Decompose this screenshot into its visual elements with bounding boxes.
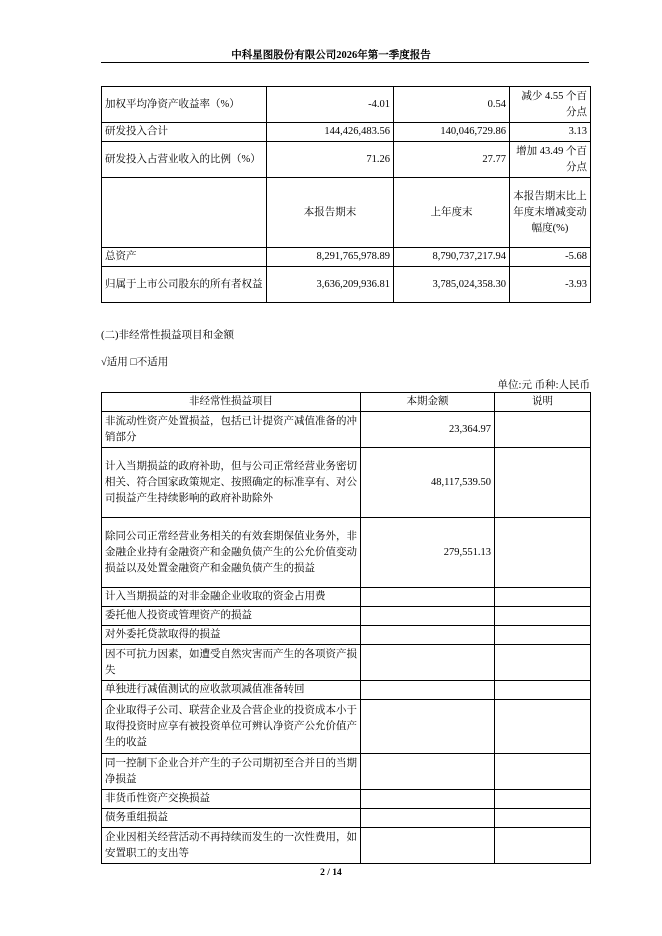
amount-value (361, 700, 495, 754)
note-value (495, 809, 591, 828)
table-subheader-row (102, 178, 591, 248)
table-row (102, 645, 591, 681)
unit-currency-note: 单位:元 币种:人民币 (497, 380, 590, 391)
note-value (495, 754, 591, 790)
table-row (102, 142, 591, 178)
change-value: -3.93 (510, 267, 591, 303)
item-label: 除同公司正常经营业务相关的有效套期保值业务外，非金融企业持有金融资产和金融负债产生的公允价值变动损益以及处置金融资产和金融负债产生的损益 (102, 518, 361, 588)
table-row (102, 754, 591, 790)
item-label: 非货币性资产交换损益 (102, 790, 361, 809)
table-row (102, 248, 591, 267)
table-row (102, 267, 591, 303)
column-header-prior: 上年度末 (394, 178, 510, 248)
table-row (102, 790, 591, 809)
table-row (102, 700, 591, 754)
note-value (495, 828, 591, 864)
column-header-note: 说明 (495, 393, 591, 412)
non-recurring-items-table (101, 392, 591, 864)
change-value: 增加 43.49 个百分点 (510, 142, 591, 178)
table-header-row (102, 393, 591, 412)
header-divider (101, 62, 589, 63)
prior-value: 0.54 (394, 87, 510, 123)
current-value: 144,426,483.56 (267, 123, 394, 142)
amount-value (361, 681, 495, 700)
amount-value (361, 809, 495, 828)
item-label: 计入当期损益的对非金融企业收取的资金占用费 (102, 588, 361, 607)
change-value: 减少 4.55 个百分点 (510, 87, 591, 123)
item-label: 单独进行减值测试的应收款项减值准备转回 (102, 681, 361, 700)
current-value: 3,636,209,936.81 (267, 267, 394, 303)
column-header-item: 非经常性损益项目 (102, 393, 361, 412)
table-row (102, 809, 591, 828)
note-value (495, 645, 591, 681)
prior-value: 140,046,729.86 (394, 123, 510, 142)
table-row (102, 412, 591, 448)
note-value (495, 607, 591, 626)
amount-value: 23,364.97 (361, 412, 495, 448)
change-value: -5.68 (510, 248, 591, 267)
table-row (102, 87, 591, 123)
column-header-amount: 本期金额 (361, 393, 495, 412)
table-row (102, 448, 591, 518)
report-header-title: 中科星图股份有限公司2026年第一季度报告 (231, 50, 431, 61)
item-label: 对外委托贷款取得的损益 (102, 626, 361, 645)
table-row (102, 588, 591, 607)
amount-value (361, 754, 495, 790)
amount-value (361, 607, 495, 626)
note-value (495, 626, 591, 645)
item-label: 计入当期损益的政府补助，但与公司正常经营业务密切相关、符合国家政策规定、按照确定的标准享有、对公司损益产生持续影响的政府补助除外 (102, 448, 361, 518)
amount-value (361, 645, 495, 681)
column-header-change: 本报告期末比上年度末增减变动幅度(%) (510, 178, 591, 248)
item-label: 企业因相关经营活动不再持续而发生的一次性费用，如安置职工的支出等 (102, 828, 361, 864)
prior-value: 8,790,737,217.94 (394, 248, 510, 267)
table-row (102, 518, 591, 588)
note-value (495, 412, 591, 448)
amount-value (361, 790, 495, 809)
table-row (102, 681, 591, 700)
amount-value (361, 626, 495, 645)
empty-cell (102, 178, 267, 248)
note-value (495, 518, 591, 588)
item-label: 委托他人投资或管理资产的损益 (102, 607, 361, 626)
row-label: 加权平均净资产收益率（%） (102, 87, 267, 123)
change-value: 3.13 (510, 123, 591, 142)
applicable-checkbox-line: √适用 □不适用 (101, 357, 169, 368)
page-number: 2 / 14 (320, 868, 342, 878)
table-row (102, 123, 591, 142)
current-value: 8,291,765,978.89 (267, 248, 394, 267)
item-label: 非流动性资产处置损益，包括已计提资产减值准备的冲销部分 (102, 412, 361, 448)
prior-value: 27.77 (394, 142, 510, 178)
item-label: 债务重组损益 (102, 809, 361, 828)
amount-value (361, 588, 495, 607)
current-value: -4.01 (267, 87, 394, 123)
row-label: 研发投入占营业收入的比例（%） (102, 142, 267, 178)
item-label: 因不可抗力因素，如遭受自然灾害而产生的各项资产损失 (102, 645, 361, 681)
note-value (495, 448, 591, 518)
prior-value: 3,785,024,358.30 (394, 267, 510, 303)
note-value (495, 681, 591, 700)
row-label: 总资产 (102, 248, 267, 267)
table-row (102, 828, 591, 864)
row-label: 研发投入合计 (102, 123, 267, 142)
note-value (495, 700, 591, 754)
column-header-current: 本报告期末 (267, 178, 394, 248)
current-value: 71.26 (267, 142, 394, 178)
item-label: 企业取得子公司、联营企业及合营企业的投资成本小于取得投资时应享有被投资单位可辨认净资产公允价值产生的收益 (102, 700, 361, 754)
item-label: 同一控制下企业合并产生的子公司期初至合并日的当期净损益 (102, 754, 361, 790)
financial-indicators-table (101, 86, 591, 303)
section-title: (二)非经常性损益项目和金额 (101, 330, 234, 341)
table-row (102, 607, 591, 626)
table-row (102, 626, 591, 645)
amount-value: 48,117,539.50 (361, 448, 495, 518)
row-label: 归属于上市公司股东的所有者权益 (102, 267, 267, 303)
amount-value: 279,551.13 (361, 518, 495, 588)
amount-value (361, 828, 495, 864)
note-value (495, 588, 591, 607)
note-value (495, 790, 591, 809)
